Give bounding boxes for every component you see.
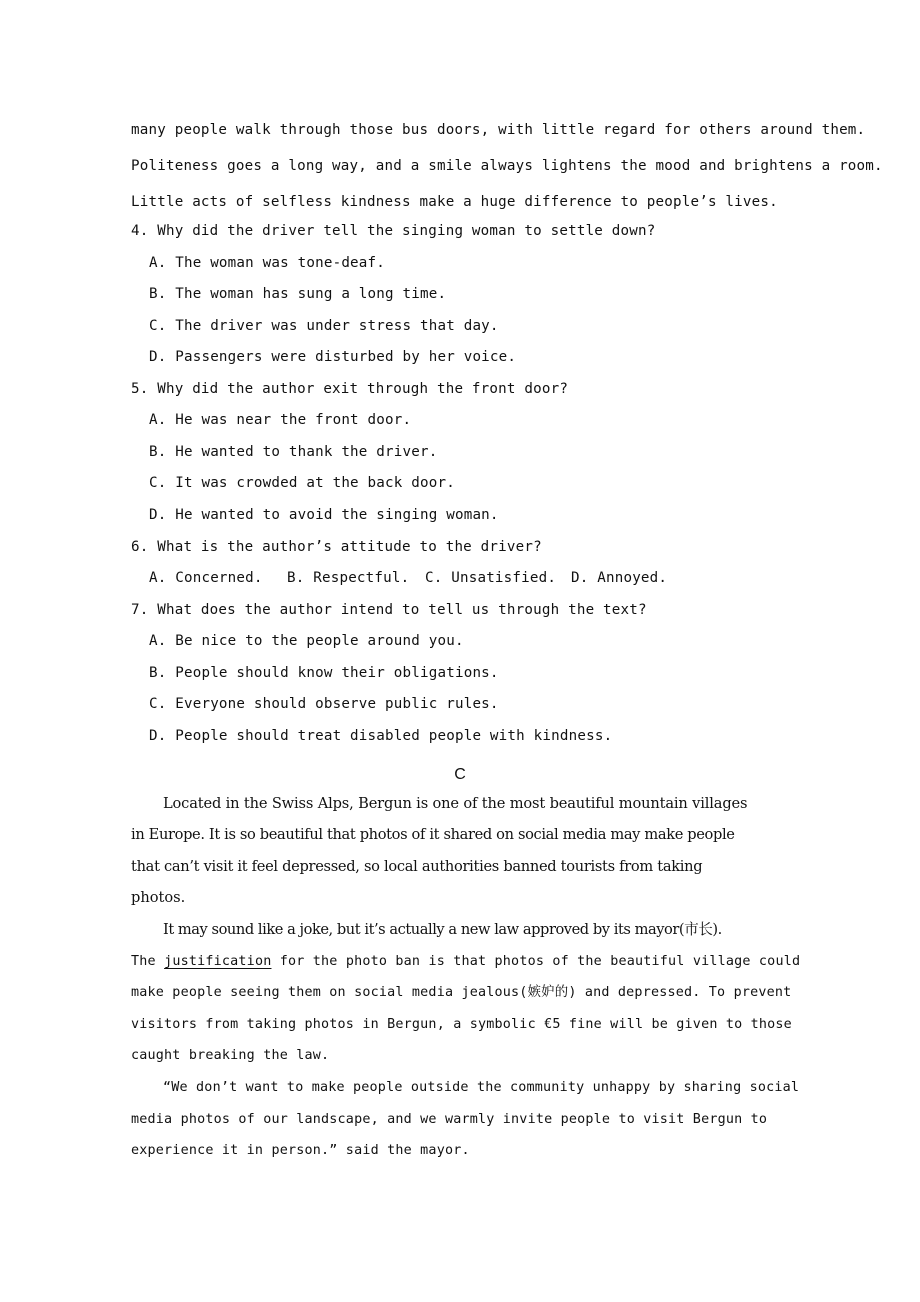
intro-line-1: many people walk through those bus doors, with little regard for others around them. (131, 122, 866, 138)
p2-line-2-start: The (131, 954, 165, 969)
question-6-option-a: A. Concerned. (149, 570, 263, 586)
question-4-option-c: C. The driver was under stress that day. (149, 318, 499, 334)
question-7: 7. What does the author intend to tell us through the text? (131, 602, 647, 618)
passage-c-p3-line-1: “We don’t want to make people outside the community unhappy by sharing social (163, 1080, 800, 1095)
intro-line-3: Little acts of selfless kindness make a huge difference to people’s lives. (131, 194, 778, 210)
question-6-option-b: B. Respectful. (287, 570, 410, 586)
passage-c-p1-line-4: photos. (131, 889, 186, 906)
section-heading-c: C (454, 766, 466, 783)
question-6-option-c: C. Unsatisfied. (425, 570, 557, 586)
question-7-option-c: C. Everyone should observe public rules. (149, 696, 499, 712)
question-5-option-d: D. He wanted to avoid the singing woman. (149, 507, 499, 523)
question-5-option-c: C. It was crowded at the back door. (149, 475, 455, 491)
passage-c-p3-line-2: media photos of our landscape, and we warmly invite people to visit Bergun to (131, 1112, 768, 1127)
passage-c-p1-line-3: that can’t visit it feel depressed, so local authorities banned tourists from taking (131, 858, 703, 875)
question-7-option-d: D. People should treat disabled people with kindness. (149, 728, 613, 744)
question-5-option-a: A. He was near the front door. (149, 412, 412, 428)
question-7-option-b: B. People should know their obligations. (149, 665, 499, 681)
passage-c-p1-line-1: Located in the Swiss Alps, Bergun is one of the most beautiful mountain villages (163, 795, 748, 812)
question-4-option-a: A. The woman was tone-deaf. (149, 255, 386, 271)
question-4-option-d: D. Passengers were disturbed by her voice. (149, 349, 517, 365)
question-5-option-b: B. He wanted to thank the driver. (149, 444, 438, 460)
passage-c-p1-line-2: in Europe. It is so beautiful that photos of it shared on social media may make people (131, 826, 735, 843)
passage-c-p2-line-3: make people seeing them on social media jealous(嫉妒的) and depressed. To prevent (131, 985, 792, 1000)
question-6: 6. What is the author’s attitude to the driver? (131, 539, 542, 555)
p2-line-2-end: for the photo ban is that photos of the beautiful village could (271, 954, 801, 969)
question-6-option-d: D. Annoyed. (571, 570, 668, 586)
passage-c-p2-line-2 (131, 952, 800, 972)
question-5: 5. Why did the author exit through the front door? (131, 381, 569, 397)
passage-c-p2-line-4: visitors from taking photos in Bergun, a symbolic €5 fine will be given to those (131, 1017, 792, 1032)
passage-c-p2-line-1: It may sound like a joke, but it’s actually a new law approved by its mayor(市长). (163, 921, 722, 938)
passage-c-p2-line-5: caught breaking the law. (131, 1048, 330, 1063)
question-4-option-b: B. The woman has sung a long time. (149, 286, 447, 302)
passage-c-p3-line-3: experience it in person.” said the mayor. (131, 1143, 470, 1158)
underlined-word-justification: justification (164, 954, 272, 969)
question-7-option-a: A. Be nice to the people around you. (149, 633, 464, 649)
intro-line-2: Politeness goes a long way, and a smile always lightens the mood and brightens a room. (131, 158, 883, 174)
question-4: 4. Why did the driver tell the singing woman to settle down? (131, 223, 656, 239)
